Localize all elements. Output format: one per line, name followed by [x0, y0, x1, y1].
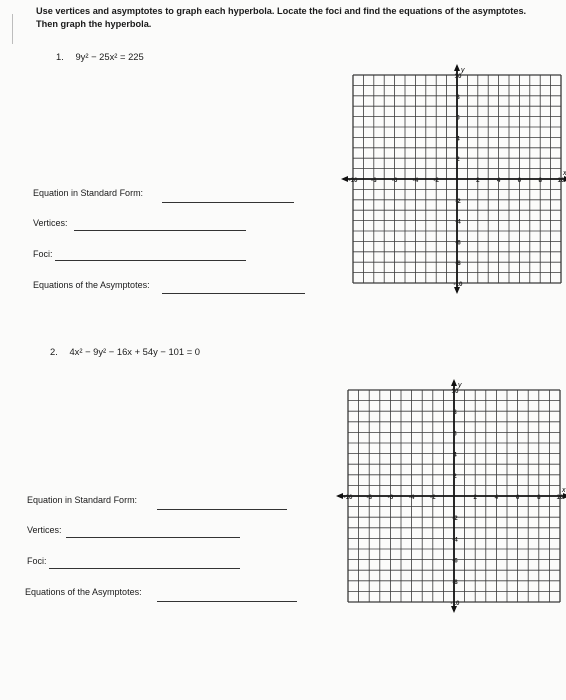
problem-2-statement	[50, 346, 200, 357]
y-tick-label: 6	[456, 114, 460, 122]
x-tick-label: 2	[476, 177, 480, 184]
problem-2-vertices-answer-line[interactable]	[66, 537, 240, 538]
y-tick-labels	[451, 388, 461, 607]
x-tick-label: 8	[538, 177, 542, 184]
instructions-line-2: Then graph the hyperbola.	[36, 19, 152, 29]
y-axis-arrow-down-icon	[451, 606, 457, 613]
y-tick-label: 2	[456, 156, 460, 164]
problem-1-asymptotes-label: Equations of the Asymptotes:	[33, 280, 150, 290]
x-tick-label: -6	[387, 494, 394, 501]
y-tick-label: -10	[450, 600, 460, 607]
problem-1-statement	[56, 51, 144, 62]
x-tick-label: 10	[556, 494, 564, 501]
y-tick-label: 2	[453, 472, 457, 480]
x-tick-label: -4	[412, 177, 419, 184]
y-tick-label: 4	[453, 451, 457, 459]
y-tick-label: -4	[452, 536, 458, 544]
y-tick-label: -10	[453, 281, 463, 288]
problem-1-number: 1.	[56, 51, 64, 62]
instructions	[36, 5, 561, 31]
problem-2-foci-label: Foci:	[27, 556, 47, 566]
y-axis-arrow-up-icon	[451, 379, 457, 386]
x-tick-label: 6	[515, 494, 520, 501]
x-tick-label: 8	[537, 494, 541, 501]
problem-2-asymptotes-answer-line[interactable]	[157, 601, 297, 602]
x-tick-label: 2	[473, 494, 477, 501]
x-axis-arrow-left-icon	[336, 493, 343, 499]
y-axis-label: y	[458, 382, 462, 389]
problem-1-foci-answer-line[interactable]	[55, 260, 246, 261]
problem-1-vertices-answer-line[interactable]	[74, 230, 246, 231]
y-tick-label: 10	[454, 73, 462, 80]
problem-1-standard-form-answer-line[interactable]	[162, 202, 294, 203]
y-tick-label: -6	[452, 557, 458, 565]
instructions-line-1: Use vertices and asymptotes to graph each hyperbola. Locate the foci and find the equations of the asymptotes.	[36, 6, 527, 16]
y-tick-label: -8	[455, 260, 461, 268]
problem-1-coordinate-grid[interactable]	[340, 62, 565, 302]
x-tick-label: -4	[408, 494, 415, 501]
x-tick-label: -6	[391, 177, 398, 184]
problem-1-foci-label: Foci:	[33, 249, 53, 259]
x-tick-label: 6	[517, 177, 522, 184]
y-tick-label: -6	[455, 239, 461, 247]
y-tick-label: -4	[455, 218, 461, 226]
problem-2-coordinate-grid[interactable]	[334, 377, 564, 614]
x-tick-label: -8	[366, 494, 372, 501]
y-tick-label: 8	[453, 409, 457, 417]
x-tick-label: 10	[557, 177, 565, 184]
problem-1-equation: 9y² − 25x² = 225	[75, 51, 144, 62]
x-tick-label: -10	[343, 494, 353, 501]
margin-rule	[12, 14, 13, 44]
problem-2-number: 2.	[50, 346, 58, 357]
x-tick-label: 4	[494, 494, 499, 501]
x-axis-label: x	[562, 487, 566, 494]
problem-2-standard-form-answer-line[interactable]	[157, 509, 287, 510]
problem-2-vertices-label: Vertices:	[27, 525, 62, 535]
y-tick-label: -8	[452, 578, 458, 586]
problem-1-standard-form-label: Equation in Standard Form:	[33, 188, 144, 198]
x-tick-label: -8	[371, 177, 377, 184]
x-axis-label	[562, 170, 566, 177]
x-tick-label: -2	[433, 177, 439, 184]
x-tick-label: -10	[348, 177, 358, 184]
problem-2-foci-answer-line[interactable]	[49, 568, 240, 569]
y-tick-label: 6	[453, 430, 457, 438]
x-tick-label: 4	[496, 177, 501, 184]
y-axis-arrow-down-icon	[454, 287, 460, 294]
y-tick-label: 4	[456, 135, 460, 143]
problem-2-asymptotes-label: Equations of the Asymptotes:	[25, 587, 142, 597]
y-axis-label: y	[461, 67, 465, 74]
y-axis-arrow-up-icon	[454, 64, 460, 71]
y-tick-label: -2	[452, 515, 458, 523]
problem-1-asymptotes-answer-line[interactable]	[162, 293, 305, 294]
x-tick-label: -2	[430, 494, 436, 501]
problem-2-standard-form-label: Equation in Standard Form:	[27, 495, 138, 505]
y-tick-label: -2	[455, 197, 461, 205]
y-tick-label: 10	[451, 388, 459, 395]
y-tick-labels	[454, 73, 464, 288]
problem-1-vertices-label: Vertices:	[33, 218, 68, 228]
x-axis-arrow-left-icon	[341, 176, 348, 182]
y-tick-label: 8	[456, 93, 460, 101]
problem-2-equation: 4x² − 9y² − 16x + 54y − 101 = 0	[69, 346, 200, 357]
